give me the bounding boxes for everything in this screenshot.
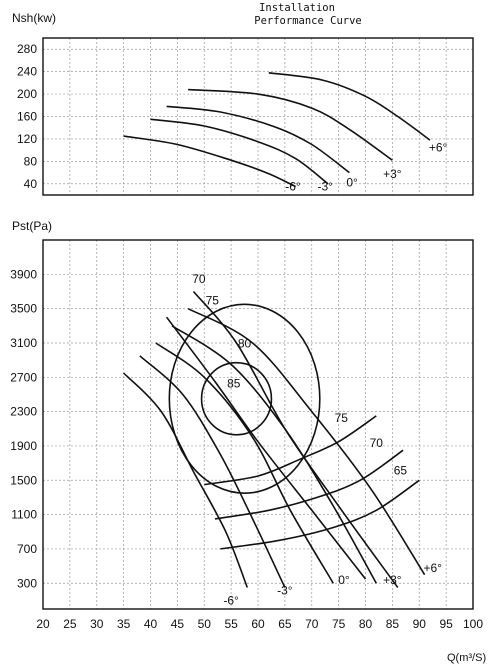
flow-x-tick-label: 70 (305, 617, 319, 631)
pressure-chart-grid (43, 240, 473, 609)
pressure-chart-label: +3° (383, 573, 402, 588)
flow-x-tick-label: 30 (90, 617, 104, 631)
power-curve-label: 0° (346, 175, 358, 190)
flow-x-tick-label: 25 (63, 617, 77, 631)
pressure-y-tick-label: 300 (16, 576, 37, 591)
power-y-tick-label: 80 (23, 154, 37, 169)
pressure-chart-label: 65 (393, 463, 408, 478)
pressure-chart-label: +6° (423, 561, 442, 576)
flow-x-tick-label: 75 (331, 617, 346, 631)
pressure-chart-label: 75 (205, 293, 219, 308)
flow-x-tick-label: 65 (278, 617, 292, 631)
pressure-axis-label: Pst(Pa) (12, 219, 53, 233)
pressure-y-tick-label: 700 (16, 541, 37, 556)
power-curve-minus6deg (124, 136, 296, 187)
flow-x-tick-label: 100 (462, 617, 484, 631)
pressure-y-tick-label: 3500 (10, 301, 37, 316)
flow-x-tick-label: 40 (143, 617, 158, 631)
power-y-tick-label: 240 (16, 64, 37, 79)
power-chart-grid (43, 38, 473, 195)
iso-line-70 (215, 450, 403, 519)
power-y-tick-label: 200 (16, 87, 37, 102)
figure-title-line-1: Installation (259, 2, 335, 14)
pressure-y-tick-label: 1900 (10, 438, 37, 453)
pressure-y-tick-label: 3900 (10, 267, 37, 282)
power-axis-label: Nsh(kw) (12, 11, 56, 25)
pressure-chart-x-ticks (36, 617, 483, 631)
power-curve-label: -3° (317, 179, 333, 194)
pressure-y-tick-label: 2700 (10, 370, 37, 385)
power-curve-plus3deg (188, 90, 392, 161)
flow-x-tick-label: 60 (251, 617, 265, 631)
pressure-y-tick-label: 3100 (10, 335, 37, 350)
flow-x-tick-label: 85 (385, 617, 400, 631)
power-curve-label: +3° (383, 167, 402, 182)
power-curve-label: +6° (428, 140, 448, 155)
efficiency-curve-70 (194, 292, 398, 588)
flow-x-tick-label: 50 (197, 617, 211, 631)
flow-x-tick-label: 80 (358, 617, 373, 631)
pressure-chart-label: 75 (334, 410, 348, 425)
pressure-chart-label: -6° (223, 593, 239, 608)
pressure-chart-label: -3° (277, 583, 293, 598)
flow-x-tick-label: 90 (412, 617, 426, 631)
power-y-tick-label: 40 (23, 176, 37, 191)
flow-x-tick-label: 35 (116, 617, 131, 631)
power-curve-label: -6° (285, 179, 301, 194)
efficiency-curve-85 (202, 363, 272, 435)
flow-x-tick-label: 55 (224, 617, 238, 631)
pressure-chart-y-ticks (10, 267, 37, 590)
pressure-chart-label: 85 (227, 376, 241, 391)
flow-axis-label: Q(m³/S) (447, 652, 487, 664)
flow-x-tick-label: 20 (36, 617, 50, 631)
power-y-tick-label: 280 (16, 42, 37, 57)
pressure-chart-label: 0° (338, 573, 350, 588)
pressure-y-tick-label: 1500 (10, 473, 37, 488)
pressure-y-tick-label: 1100 (11, 507, 37, 522)
flow-x-tick-label: 95 (439, 617, 453, 631)
power-chart-curve-labels (285, 140, 447, 193)
pressure-chart-label: 70 (369, 435, 383, 450)
figure-title-line-2: Performance Curve (254, 15, 362, 27)
flow-x-tick-label: 45 (170, 617, 185, 631)
efficiency-curve-80 (169, 304, 320, 493)
pressure-chart-label: 70 (192, 271, 206, 286)
pressure-y-tick-label: 2300 (10, 404, 37, 419)
pressure-chart-label: 80 (237, 336, 252, 351)
power-chart-y-ticks (17, 42, 37, 191)
power-y-tick-label: 120 (16, 131, 37, 146)
power-y-tick-label: 160 (16, 109, 37, 124)
